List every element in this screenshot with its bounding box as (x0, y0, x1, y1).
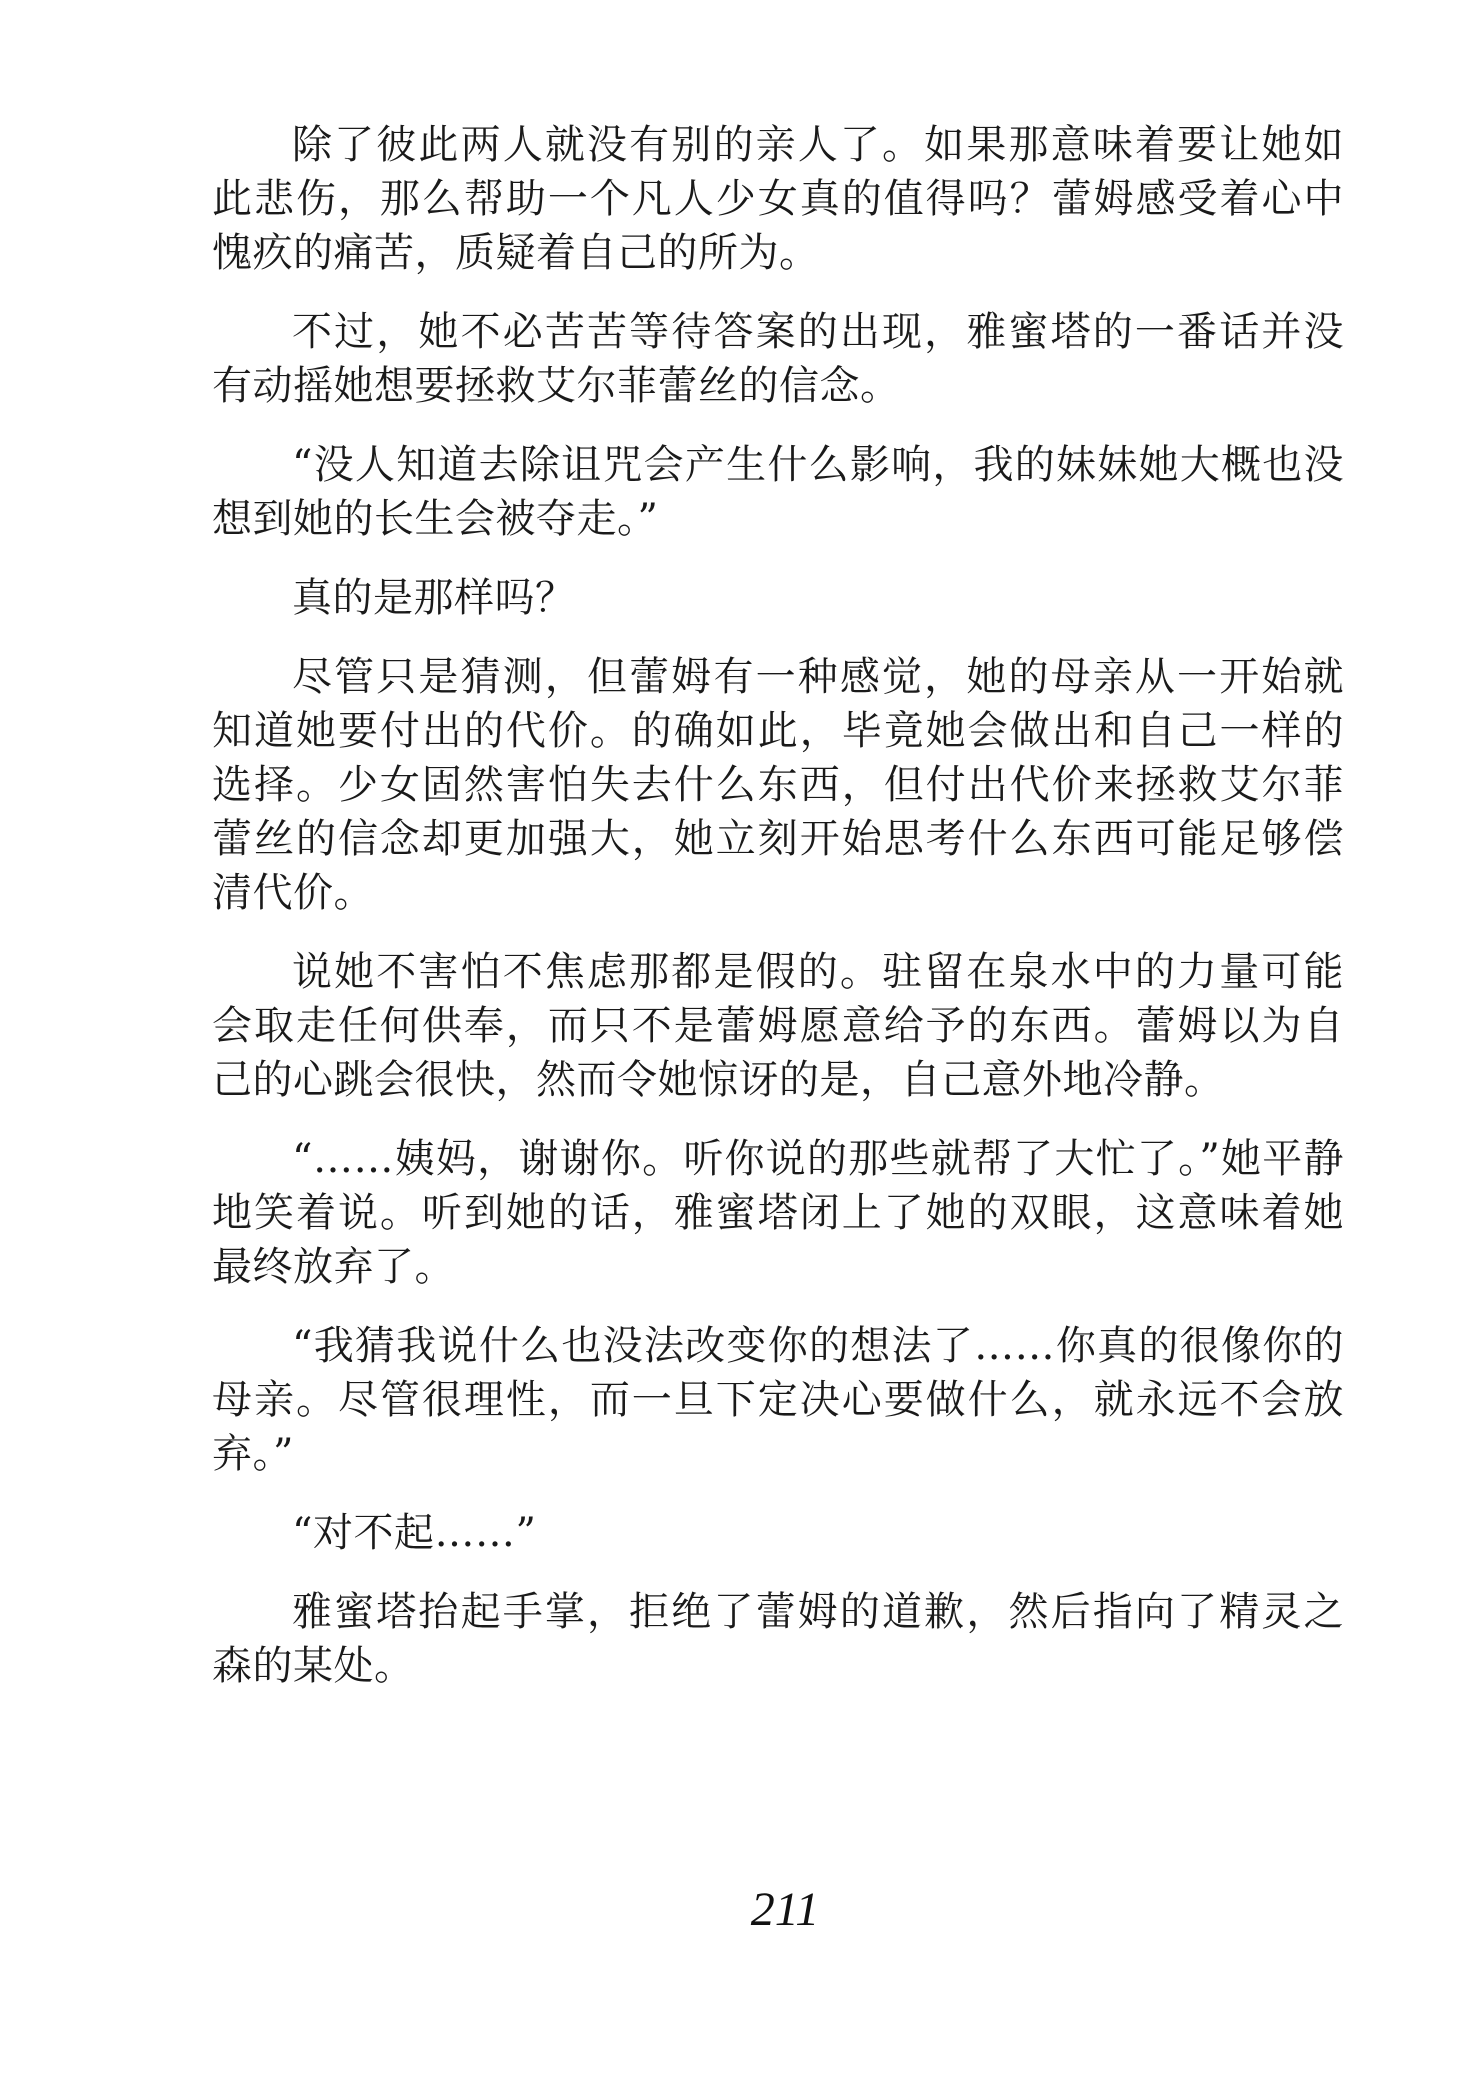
paragraph: 真的是那样吗？ (292, 575, 576, 621)
paragraph: “没人知道去除诅咒会产生什么影响，我的妹妹她大概也没想到她的长生会被夺走。” (212, 442, 1344, 542)
paragraph: 说她不害怕不焦虑那都是假的。驻留在泉水中的力量可能会取走任何供奉，而只不是蕾姆愿意给予的东西。蕾姆以为自己的心跳会很快，然而令她惊讶的是，自己意外地冷静。 (212, 949, 1344, 1103)
paragraph: 除了彼此两人就没有别的亲人了。如果那意味着要让她如此悲伤，那么帮助一个凡人少女真的值得吗？蕾姆感受着心中愧疚的痛苦，质疑着自己的所为。 (212, 122, 1344, 276)
paragraph: 不过，她不必苦苦等待答案的出现，雅蜜塔的一番话并没有动摇她想要拯救艾尔菲蕾丝的信念。 (212, 309, 1344, 409)
paragraph: 雅蜜塔抬起手掌，拒绝了蕾姆的道歉，然后指向了精灵之森的某处。 (212, 1589, 1344, 1689)
paragraph: “……姨妈，谢谢你。听你说的那些就帮了大忙了。”她平静地笑着说。听到她的话，雅蜜塔闭上了她的双眼，这意味着她最终放弃了。 (212, 1136, 1344, 1290)
paragraph: “我猜我说什么也没法改变你的想法了……你真的很像你的母亲。尽管很理性，而一旦下定决心要做什么，就永远不会放弃。” (212, 1323, 1344, 1477)
paragraph: 尽管只是猜测，但蕾姆有一种感觉，她的母亲从一开始就知道她要付出的代价。的确如此，毕竟她会做出和自己一样的选择。少女固然害怕失去什么东西，但付出代价来拯救艾尔菲蕾丝的信念却更加强大，她立刻开始思考什么东西可能足够偿清代价。 (212, 654, 1344, 916)
body-text (212, 118, 1344, 1718)
page-number: 211 (750, 1883, 820, 1936)
paragraph: “对不起……” (292, 1510, 537, 1556)
